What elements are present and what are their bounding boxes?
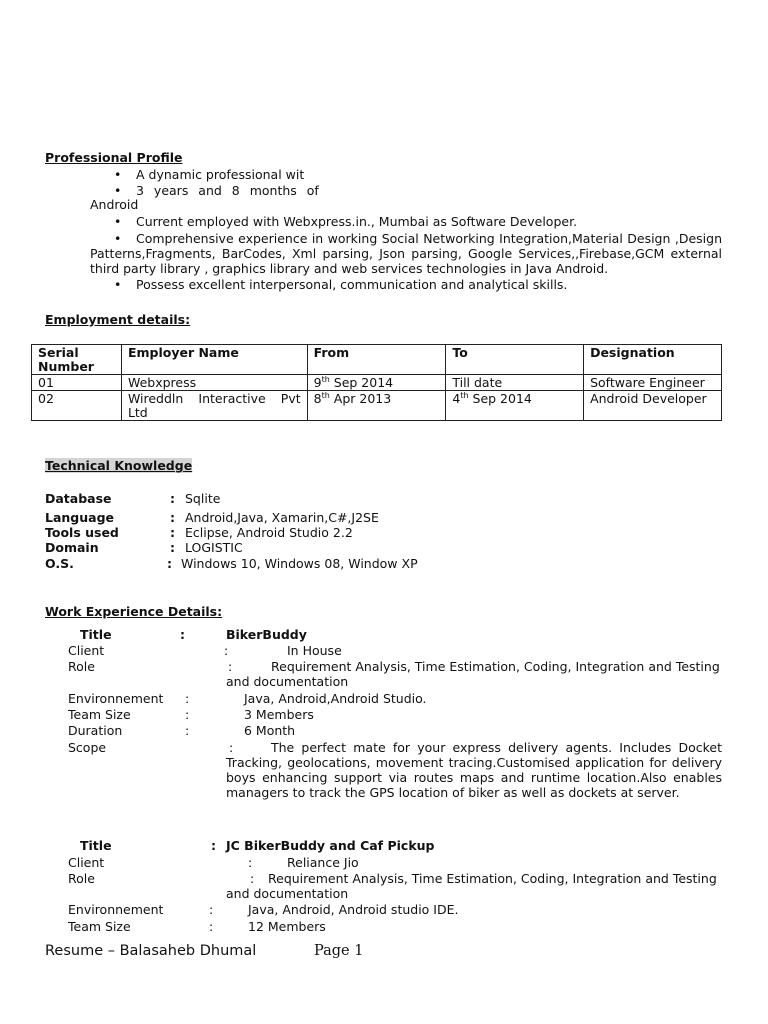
project-role-cont: and documentation [226,674,349,689]
bullet-symbol: • [114,167,122,182]
col-serial: Serial Number [32,345,122,375]
project-scope: The perfect mate for your express delivery agents. Includes Docket [271,740,722,755]
project-scope-cont: Tracking, geolocations, movement tracing.Customised application for delivery boys enhancing support via routes maps and runtime location.Also enables managers to track the GPS location of biker as well as dockets at server. [226,755,722,800]
profile-heading: Professional Profile [45,150,183,165]
footer-name: Resume – Balasaheb Dhumal [45,943,257,959]
project-env-label: Environnement [68,691,164,706]
bullet-symbol: • [114,214,122,229]
footer-page-number: Page 1 [314,943,364,959]
tk-sep: : [167,556,172,571]
tk-value-tools: Eclipse, Android Studio 2.2 [185,525,353,540]
project-title-sep: : [211,838,216,853]
project-client: Reliance Jio [287,855,359,870]
project-team-label: Team Size [68,919,131,934]
project-env: Java, Android,Android Studio. [244,691,427,706]
project-scope-label: Scope [68,740,107,755]
cell-designation: Software Engineer [584,375,722,391]
table-row [32,391,722,421]
profile-bullet-1: A dynamic professional wit [136,167,305,182]
bullet-symbol: • [114,183,122,198]
tk-value-domain: LOGISTIC [185,540,243,555]
project-team-sep: : [209,919,214,934]
project-role-sep: : [250,871,255,886]
cell-employer: Webxpress [121,375,307,391]
tk-sep: : [170,525,175,540]
project-scope-sep: : [229,740,234,755]
tk-label-database: Database [45,491,112,506]
tk-label-domain: Domain [45,540,99,555]
project-title-label: Title [80,627,112,642]
cell-from: 8th Apr 2013 [307,391,446,421]
cell-to: Till date [446,375,584,391]
project-team-sep: : [185,707,190,722]
project-env: Java, Android, Android studio IDE. [248,902,459,917]
project-client-label: Client [68,643,105,658]
project-title: BikerBuddy [226,627,307,642]
tk-sep: : [170,491,175,506]
project-client: In House [287,643,342,658]
cell-to: 4th Sep 2014 [446,391,584,421]
cell-serial: 01 [32,375,122,391]
tk-sep: : [170,540,175,555]
project-env-label: Environnement [68,902,164,917]
project-duration-sep: : [185,723,190,738]
project-team: 3 Members [244,707,314,722]
table-header-row [32,345,722,375]
tk-label-language: Language [45,510,115,525]
employment-table [31,344,722,421]
project-title: JC BikerBuddy and Caf Pickup [226,838,435,853]
tk-value-os: Windows 10, Windows 08, Window XP [181,556,418,571]
project-client-sep: : [248,855,253,870]
tk-label-tools: Tools used [45,525,119,540]
tk-value-database: Sqlite [185,491,221,506]
profile-bullet-4: Comprehensive experience in working Social Networking Integration,Material Design ,Design Patterns,Fragments, BarCodes, Xml parsing, Json parsing, Google Services,,Firebase,GCM external third party library , graphics library and web services technologies in Java Android. [90,231,722,276]
project-client-label: Client [68,855,105,870]
project-team: 12 Members [248,919,326,934]
bullet-symbol: • [114,277,122,292]
profile-bullet-5: Possess excellent interpersonal, communication and analytical skills. [136,277,568,292]
col-to: To [446,345,584,375]
tk-value-language: Android,Java, Xamarin,C#,J2SE [185,510,379,525]
project-duration: 6 Month [244,723,296,738]
table-row [32,375,722,391]
project-env-sep: : [209,902,214,917]
tk-label-os: O.S. [45,556,74,571]
project-role-sep: : [228,659,233,674]
project-role: Requirement Analysis, Time Estimation, Coding, Integration and Testing [271,659,720,674]
project-role-label: Role [68,871,95,886]
profile-bullet-2-cont: Android [90,197,139,212]
project-role: Requirement Analysis, Time Estimation, Coding, Integration and Testing [268,871,717,886]
project-env-sep: : [185,691,190,706]
profile-bullet-3: Current employed with Webxpress.in., Mumbai as Software Developer. [136,214,578,229]
work-heading: Work Experience Details: [45,604,223,619]
technical-heading: Technical Knowledge [45,458,193,473]
cell-employer: Wireddln Interactive Pvt Ltd [121,391,307,421]
project-role-label: Role [68,659,95,674]
project-title-sep: : [180,627,185,642]
col-employer: Employer Name [121,345,307,375]
col-from: From [307,345,446,375]
cell-serial: 02 [32,391,122,421]
cell-from: 9th Sep 2014 [307,375,446,391]
project-team-label: Team Size [68,707,131,722]
project-role-cont: and documentation [226,886,349,901]
col-designation: Designation [584,345,722,375]
project-duration-label: Duration [68,723,123,738]
tk-sep: : [170,510,175,525]
employment-heading: Employment details: [45,312,191,327]
project-client-sep: : [224,643,229,658]
project-title-label: Title [80,838,112,853]
bullet-symbol: • [114,231,122,246]
profile-bullet-2: 3 years and 8 months of [136,183,319,198]
cell-designation: Android Developer [584,391,722,421]
